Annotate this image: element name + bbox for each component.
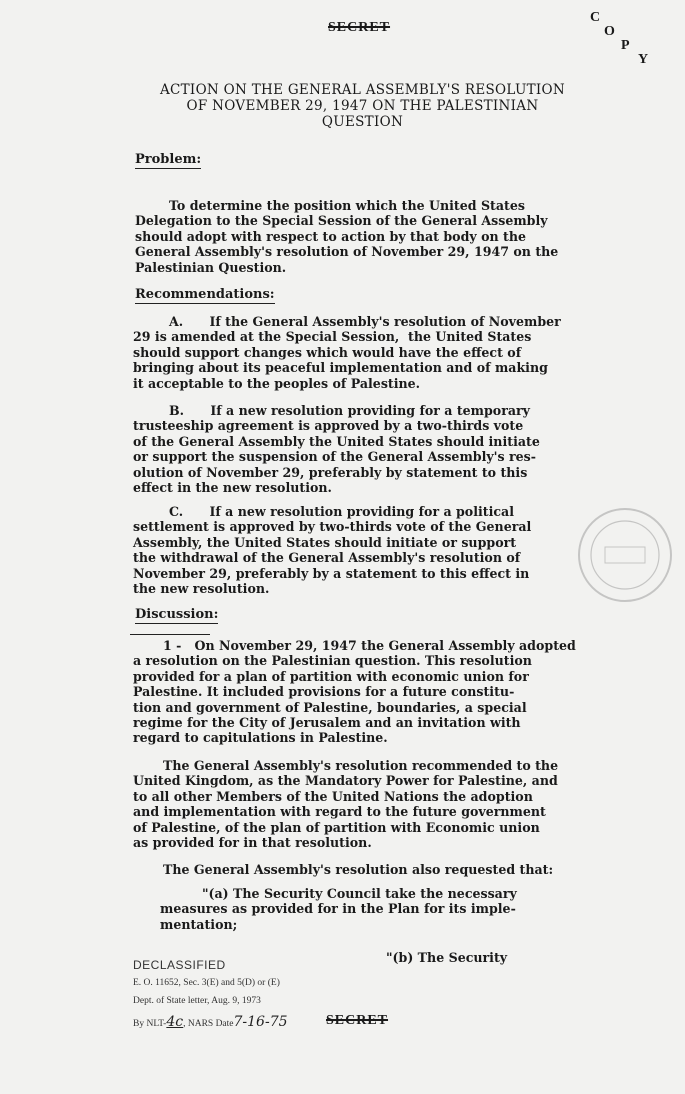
text-line: bringing about its peaceful implementation and of making <box>133 360 548 376</box>
text-line: should adopt with respect to action by that body on the <box>135 228 527 244</box>
discussion-paragraph-2 <box>133 758 593 850</box>
text-line: or support the suspension of the General Assembly's res- <box>133 449 536 465</box>
declass-initials: 4c <box>166 1014 184 1030</box>
title-line: ACTION ON THE GENERAL ASSEMBLY'S RESOLUTION <box>159 82 566 98</box>
declass-date: 7-16-75 <box>233 1014 288 1030</box>
title-line: OF NOVEMBER 29, 1947 ON THE PALESTINIAN <box>186 98 539 114</box>
declass-nars-prefix: , NARS Date <box>183 1019 234 1029</box>
text-line: as provided for in that resolution. <box>133 835 372 851</box>
text-line: of the General Assembly the United States should initiate <box>133 433 540 449</box>
text-line: "(a) The Security Council take the necessary <box>202 886 517 901</box>
text-line: a resolution on the Palestinian question. This resolution <box>133 653 532 669</box>
discussion-heading: Discussion: <box>135 607 219 622</box>
copy-mark-o: O <box>604 24 615 39</box>
text-line: olution of November 29, preferably by statement to this <box>133 464 528 480</box>
text-line: 29 is amended at the Special Session, the United States <box>133 329 532 345</box>
text-line: and implementation with regard to the future government <box>133 804 546 820</box>
text-line: regard to capitulations in Palestine. <box>133 730 388 746</box>
text-line: To determine the position which the United States <box>169 198 525 213</box>
text-line: C. If a new resolution providing for a political <box>169 504 514 519</box>
title-line: QUESTION <box>321 114 404 130</box>
copy-mark-y: Y <box>638 52 649 67</box>
discussion-paragraph-3: The General Assembly's resolution also requested that: <box>163 862 554 877</box>
text-line: Palestine. It included provisions for a future constitu- <box>133 684 515 700</box>
archive-seal-icon <box>575 505 675 605</box>
divider-line <box>130 634 210 635</box>
declass-authority: E. O. 11652, Sec. 3(E) and 5(D) or (E) <box>133 978 280 988</box>
text-line: Delegation to the Special Session of the General Assembly <box>135 213 548 229</box>
declass-signoff <box>133 1014 288 1030</box>
text-line: of Palestine, of the plan of partition with Economic union <box>133 819 540 835</box>
text-line: tion and government of Palestine, boundaries, a special <box>133 699 527 715</box>
declass-by-prefix: By NLT- <box>133 1019 167 1029</box>
document-title <box>150 82 575 130</box>
text-line: trusteeship agreement is approved by a two-thirds vote <box>133 418 524 434</box>
classification-stamp-top: SECRET <box>328 20 391 35</box>
recommendation-c <box>133 504 578 596</box>
text-line: General Assembly's resolution of November 29, 1947 on the <box>135 244 559 260</box>
text-line: effect in the new resolution. <box>133 480 332 496</box>
problem-heading: Problem: <box>135 152 202 167</box>
problem-paragraph <box>135 198 580 275</box>
declass-letter: Dept. of State letter, Aug. 9, 1973 <box>133 996 261 1006</box>
text-line: 1 - On November 29, 1947 the General Assembly adopted <box>163 638 576 653</box>
recommendation-b <box>133 403 578 495</box>
text-line: measures as provided for in the Plan for its imple- <box>160 901 516 917</box>
text-line: Assembly, the United States should initiate or support <box>133 534 517 550</box>
declassified-label: DECLASSIFIED <box>133 958 226 972</box>
text-line: to all other Members of the United Nations the adoption <box>133 788 533 804</box>
classification-stamp-bottom: SECRET <box>326 1013 389 1028</box>
text-line: A. If the General Assembly's resolution of November <box>169 314 561 329</box>
text-line: it acceptable to the peoples of Palestine. <box>133 375 421 391</box>
text-line: the withdrawal of the General Assembly's resolution of <box>133 550 521 566</box>
text-line: November 29, preferably by a statement to this effect in <box>133 565 530 581</box>
text-line: regime for the City of Jerusalem and an invitation with <box>133 715 521 731</box>
text-line: Palestinian Question. <box>135 259 287 275</box>
copy-mark-p: P <box>621 38 630 53</box>
text-line: B. If a new resolution providing for a temporary <box>169 403 530 418</box>
recommendations-heading: Recommendations: <box>135 287 275 302</box>
copy-mark-c: C <box>590 10 601 25</box>
text-line: The General Assembly's resolution recommended to the <box>163 758 559 773</box>
recommendation-a <box>133 314 578 391</box>
text-line: mentation; <box>160 916 238 932</box>
text-line: United Kingdom, as the Mandatory Power for Palestine, and <box>133 773 558 789</box>
discussion-paragraph-4 <box>160 886 590 932</box>
text-line: should support changes which would have the effect of <box>133 344 522 360</box>
discussion-paragraph-1 <box>133 638 593 746</box>
discussion-paragraph-5: "(b) The Security <box>386 950 508 965</box>
text-line: provided for a plan of partition with economic union for <box>133 668 529 684</box>
text-line: the new resolution. <box>133 581 270 597</box>
text-line: settlement is approved by two-thirds vote of the General <box>133 519 532 535</box>
